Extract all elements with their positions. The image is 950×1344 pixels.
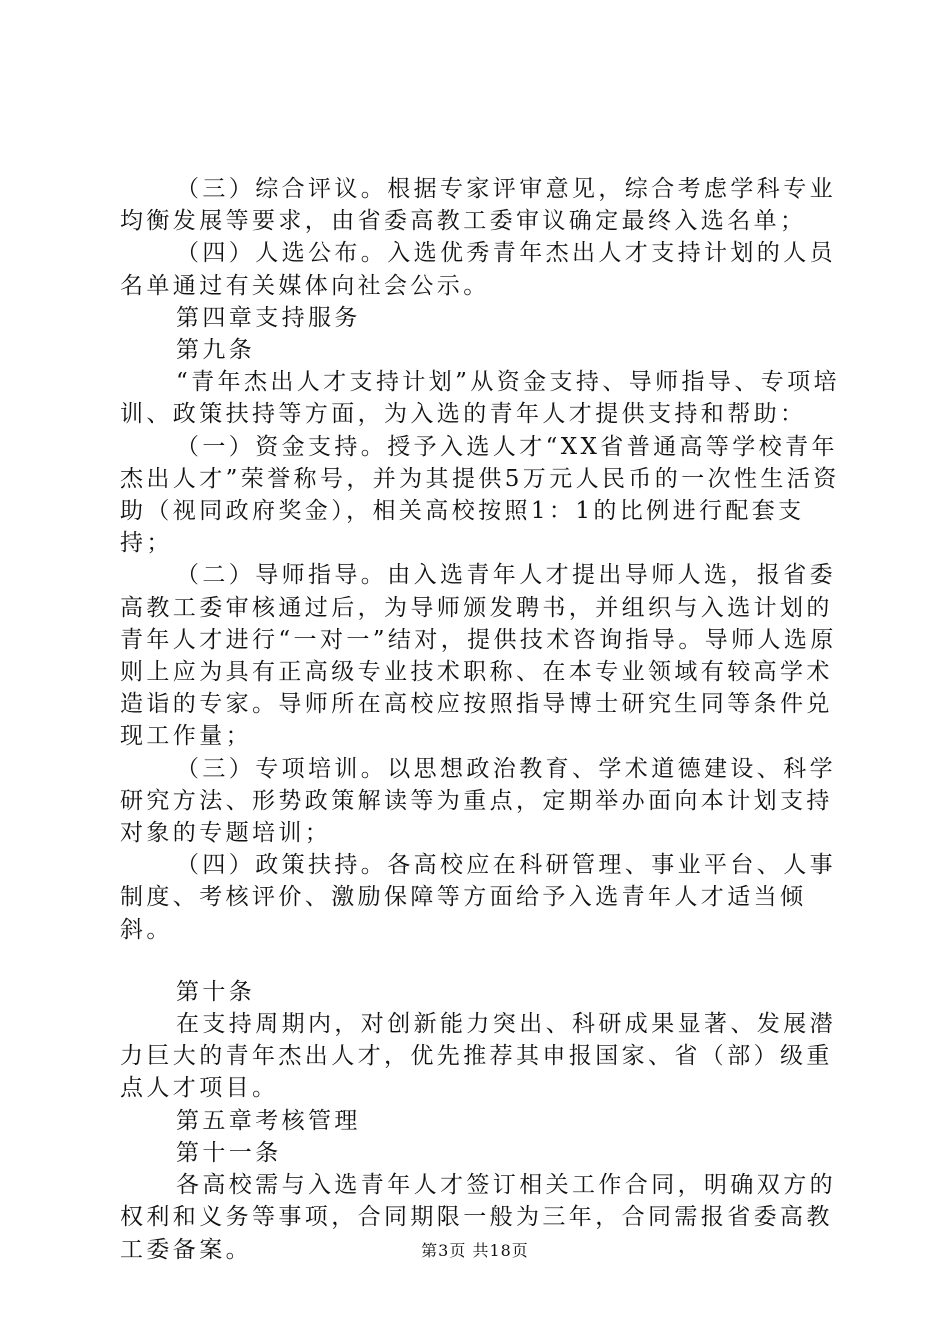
paragraph-special-training: （三）专项培训。以思想政治教育、学术道德建设、科学研究方法、形势政策解读等为重点，定期举办面向本计划支持对象的专题培训；	[120, 755, 836, 847]
chapter-four-heading: 第四章支持服务	[176, 304, 361, 331]
paragraph-work-contract: 各高校需与入选青年人才签订相关工作合同，明确双方的权利和义务等事项，合同期限一般为三年，合同需报省委高教工委备案。	[120, 1172, 836, 1263]
chapter-five-heading: 第五章考核管理	[176, 1107, 361, 1134]
article-eleven-heading: 第十一条	[176, 1139, 282, 1166]
paragraph-key-talent-recommendation: 在支持周期内，对创新能力突出、科研成果显著、发展潜力巨大的青年杰出人才，优先推荐其申报国家、省（部）级重点人才项目。	[120, 1011, 836, 1102]
paragraph-funding-support: （一）资金支持。授予入选人才“XX省普通高等学校青年杰出人才”荣誉称号，并为其提供5万元人民币的一次性生活资助（视同政府奖金），相关高校按照1：1的比例进行配套支持；	[120, 433, 840, 557]
paragraph-support-plan-intro: “青年杰出人才支持计划”从资金支持、导师指导、专项培训、政策扶持等方面，为入选的青年人才提供支持和帮助：	[120, 369, 840, 428]
document-body	[120, 173, 840, 1266]
paragraph-mentor-guidance: （二）导师指导。由入选青年人才提出导师人选，报省委高教工委审核通过后，为导师颁发聘书，并组织与入选计划的青年人才进行“一对一”结对，提供技术咨询指导。导师人选原则上应为具有正高级专业技术职称、在本专业领域有较高学术造诣的专家。导师所在高校应按照指导博士研究生同等条件兑现工作量；	[120, 562, 837, 750]
paragraph-policy-support: （四）政策扶持。各高校应在科研管理、事业平台、人事制度、考核评价、激励保障等方面给予入选青年人才适当倾斜。	[120, 852, 836, 943]
article-nine-heading: 第九条	[176, 337, 256, 364]
page-number-footer: 第3页 共18页	[421, 1241, 529, 1260]
article-ten-heading: 第十条	[176, 978, 256, 1005]
paragraph-candidate-announcement: （四）人选公布。入选优秀青年杰出人才支持计划的人员名单通过有关媒体向社会公示。	[120, 240, 836, 299]
paragraph-comprehensive-review: （三）综合评议。根据专家评审意见，综合考虑学科专业均衡发展等要求，由省委高教工委审议确定最终入选名单；	[120, 176, 836, 235]
